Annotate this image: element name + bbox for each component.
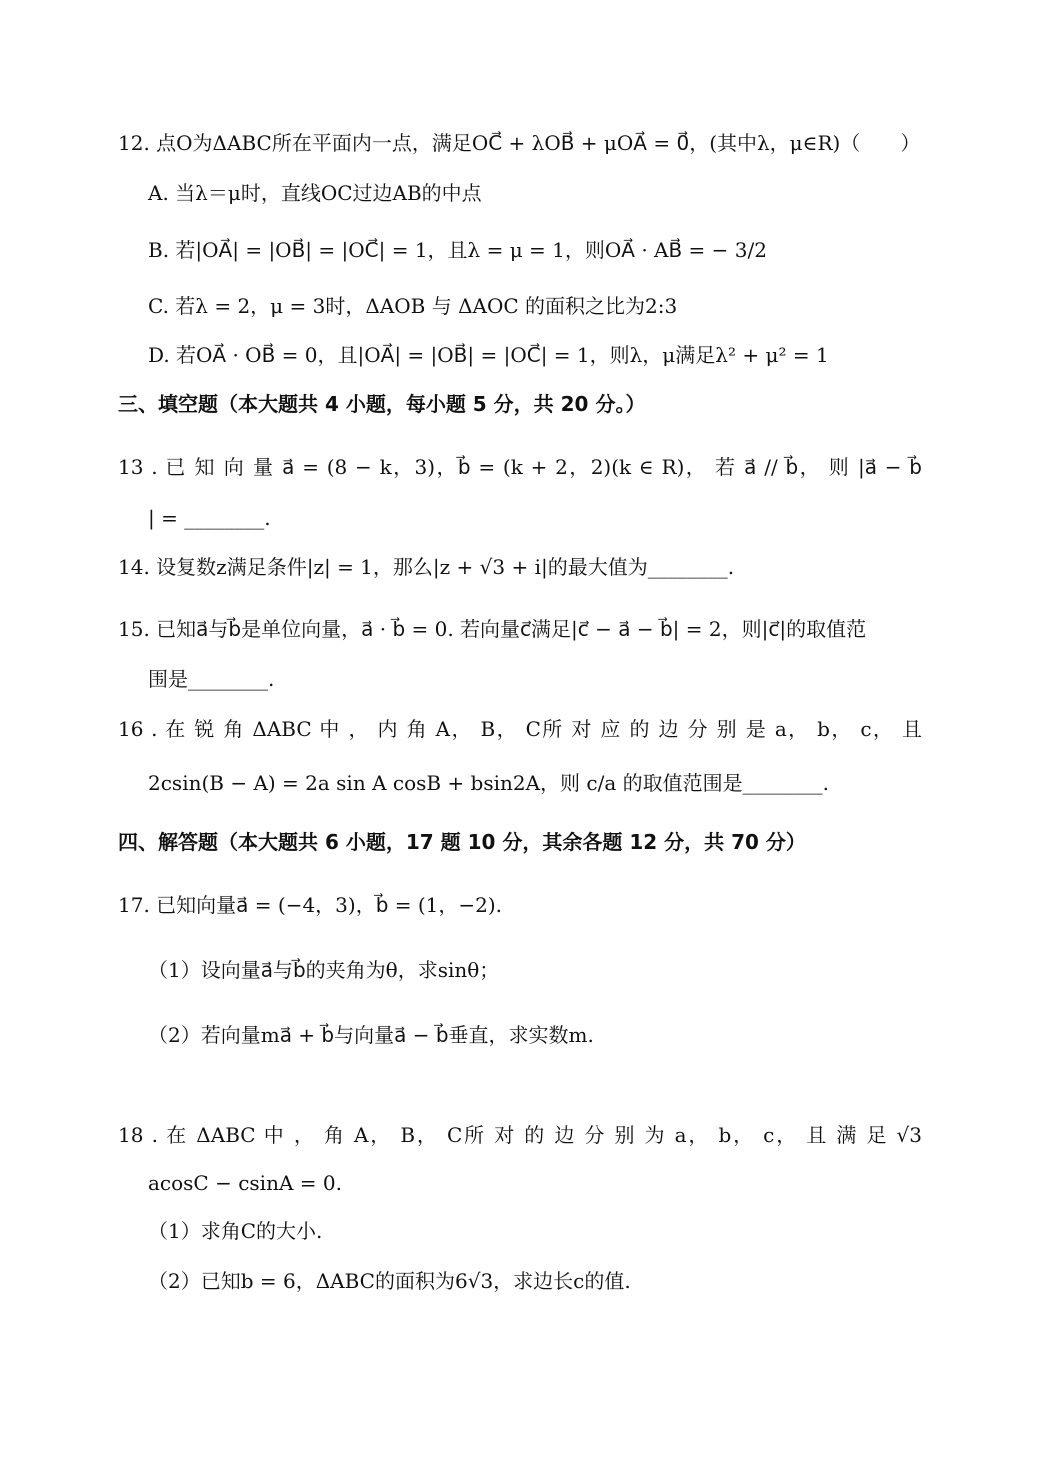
q17-part1: （1）设向量a⃗与b⃗的夹角为θ，求sinθ； bbox=[148, 958, 500, 982]
q12-option-a: A. 当λ＝μ时，直线OC过边AB的中点 bbox=[148, 181, 482, 205]
q13-line1: 13 . 已 知 向 量 a⃗ = (8 − k，3)，b⃗ = (k + 2，2)(k ∈ R)， 若 a⃗ // b⃗， 则 |a⃗ − b⃗ bbox=[118, 455, 922, 479]
q13-line2: | = ________. bbox=[148, 506, 271, 530]
q17-part2: （2）若向量ma⃗ + b⃗与向量a⃗ − b⃗垂直，求实数m. bbox=[148, 1023, 594, 1047]
section-3-heading: 三、填空题（本大题共 4 小题，每小题 5 分，共 20 分。） bbox=[118, 392, 646, 416]
q17-stem: 17. 已知向量a⃗ = (−4，3)，b⃗ = (1，−2). bbox=[118, 893, 503, 917]
q12-option-b: B. 若|OA⃗| = |OB⃗| = |OC⃗| = 1，且λ = μ = 1，则OA⃗ · AB⃗ = − 3/2 bbox=[148, 238, 767, 262]
section-4-heading: 四、解答题（本大题共 6 小题，17 题 10 分，其余各题 12 分，共 70 分） bbox=[118, 830, 806, 854]
q16-line2: 2csin(B − A) = 2a sin A cosB + bsin2A，则 c/a 的取值范围是________. bbox=[148, 771, 829, 795]
q18-line2: acosC − csinA = 0. bbox=[148, 1171, 342, 1195]
q12-option-c: C. 若λ = 2，μ = 3时，ΔAOB 与 ΔAOC 的面积之比为2:3 bbox=[148, 294, 678, 318]
q16-line1: 16 . 在 锐 角 ΔABC 中 ， 内 角 A， B， C所 对 应 的 边 分 别 是 a， b， c， 且 bbox=[118, 717, 922, 741]
q15-line2: 围是________. bbox=[148, 667, 275, 691]
q15-line1: 15. 已知a⃗与b⃗是单位向量，a⃗ · b⃗ = 0. 若向量c⃗满足|c⃗ − a⃗ − b⃗| = 2，则|c⃗|的取值范 bbox=[118, 617, 867, 641]
q12-option-d: D. 若OA⃗ · OB⃗ = 0，且|OA⃗| = |OB⃗| = |OC⃗| = 1，则λ，μ满足λ² + μ² = 1 bbox=[148, 343, 829, 367]
q14: 14. 设复数z满足条件|z| = 1，那么|z + √3 + i|的最大值为________. bbox=[118, 555, 735, 579]
q12-stem: 12. 点O为ΔABC所在平面内一点，满足OC⃗ + λOB⃗ + μOA⃗ = 0⃗，(其中λ，μ∈R)（ ） bbox=[118, 131, 921, 155]
q18-part2: （2）已知b = 6，ΔABC的面积为6√3，求边长c的值. bbox=[148, 1269, 631, 1293]
q18-line1: 18 . 在 ΔABC 中 ， 角 A， B， C所 对 的 边 分 别 为 a， b， c， 且 满 足 √3 bbox=[118, 1123, 922, 1147]
q18-part1: （1）求角C的大小. bbox=[148, 1219, 323, 1243]
